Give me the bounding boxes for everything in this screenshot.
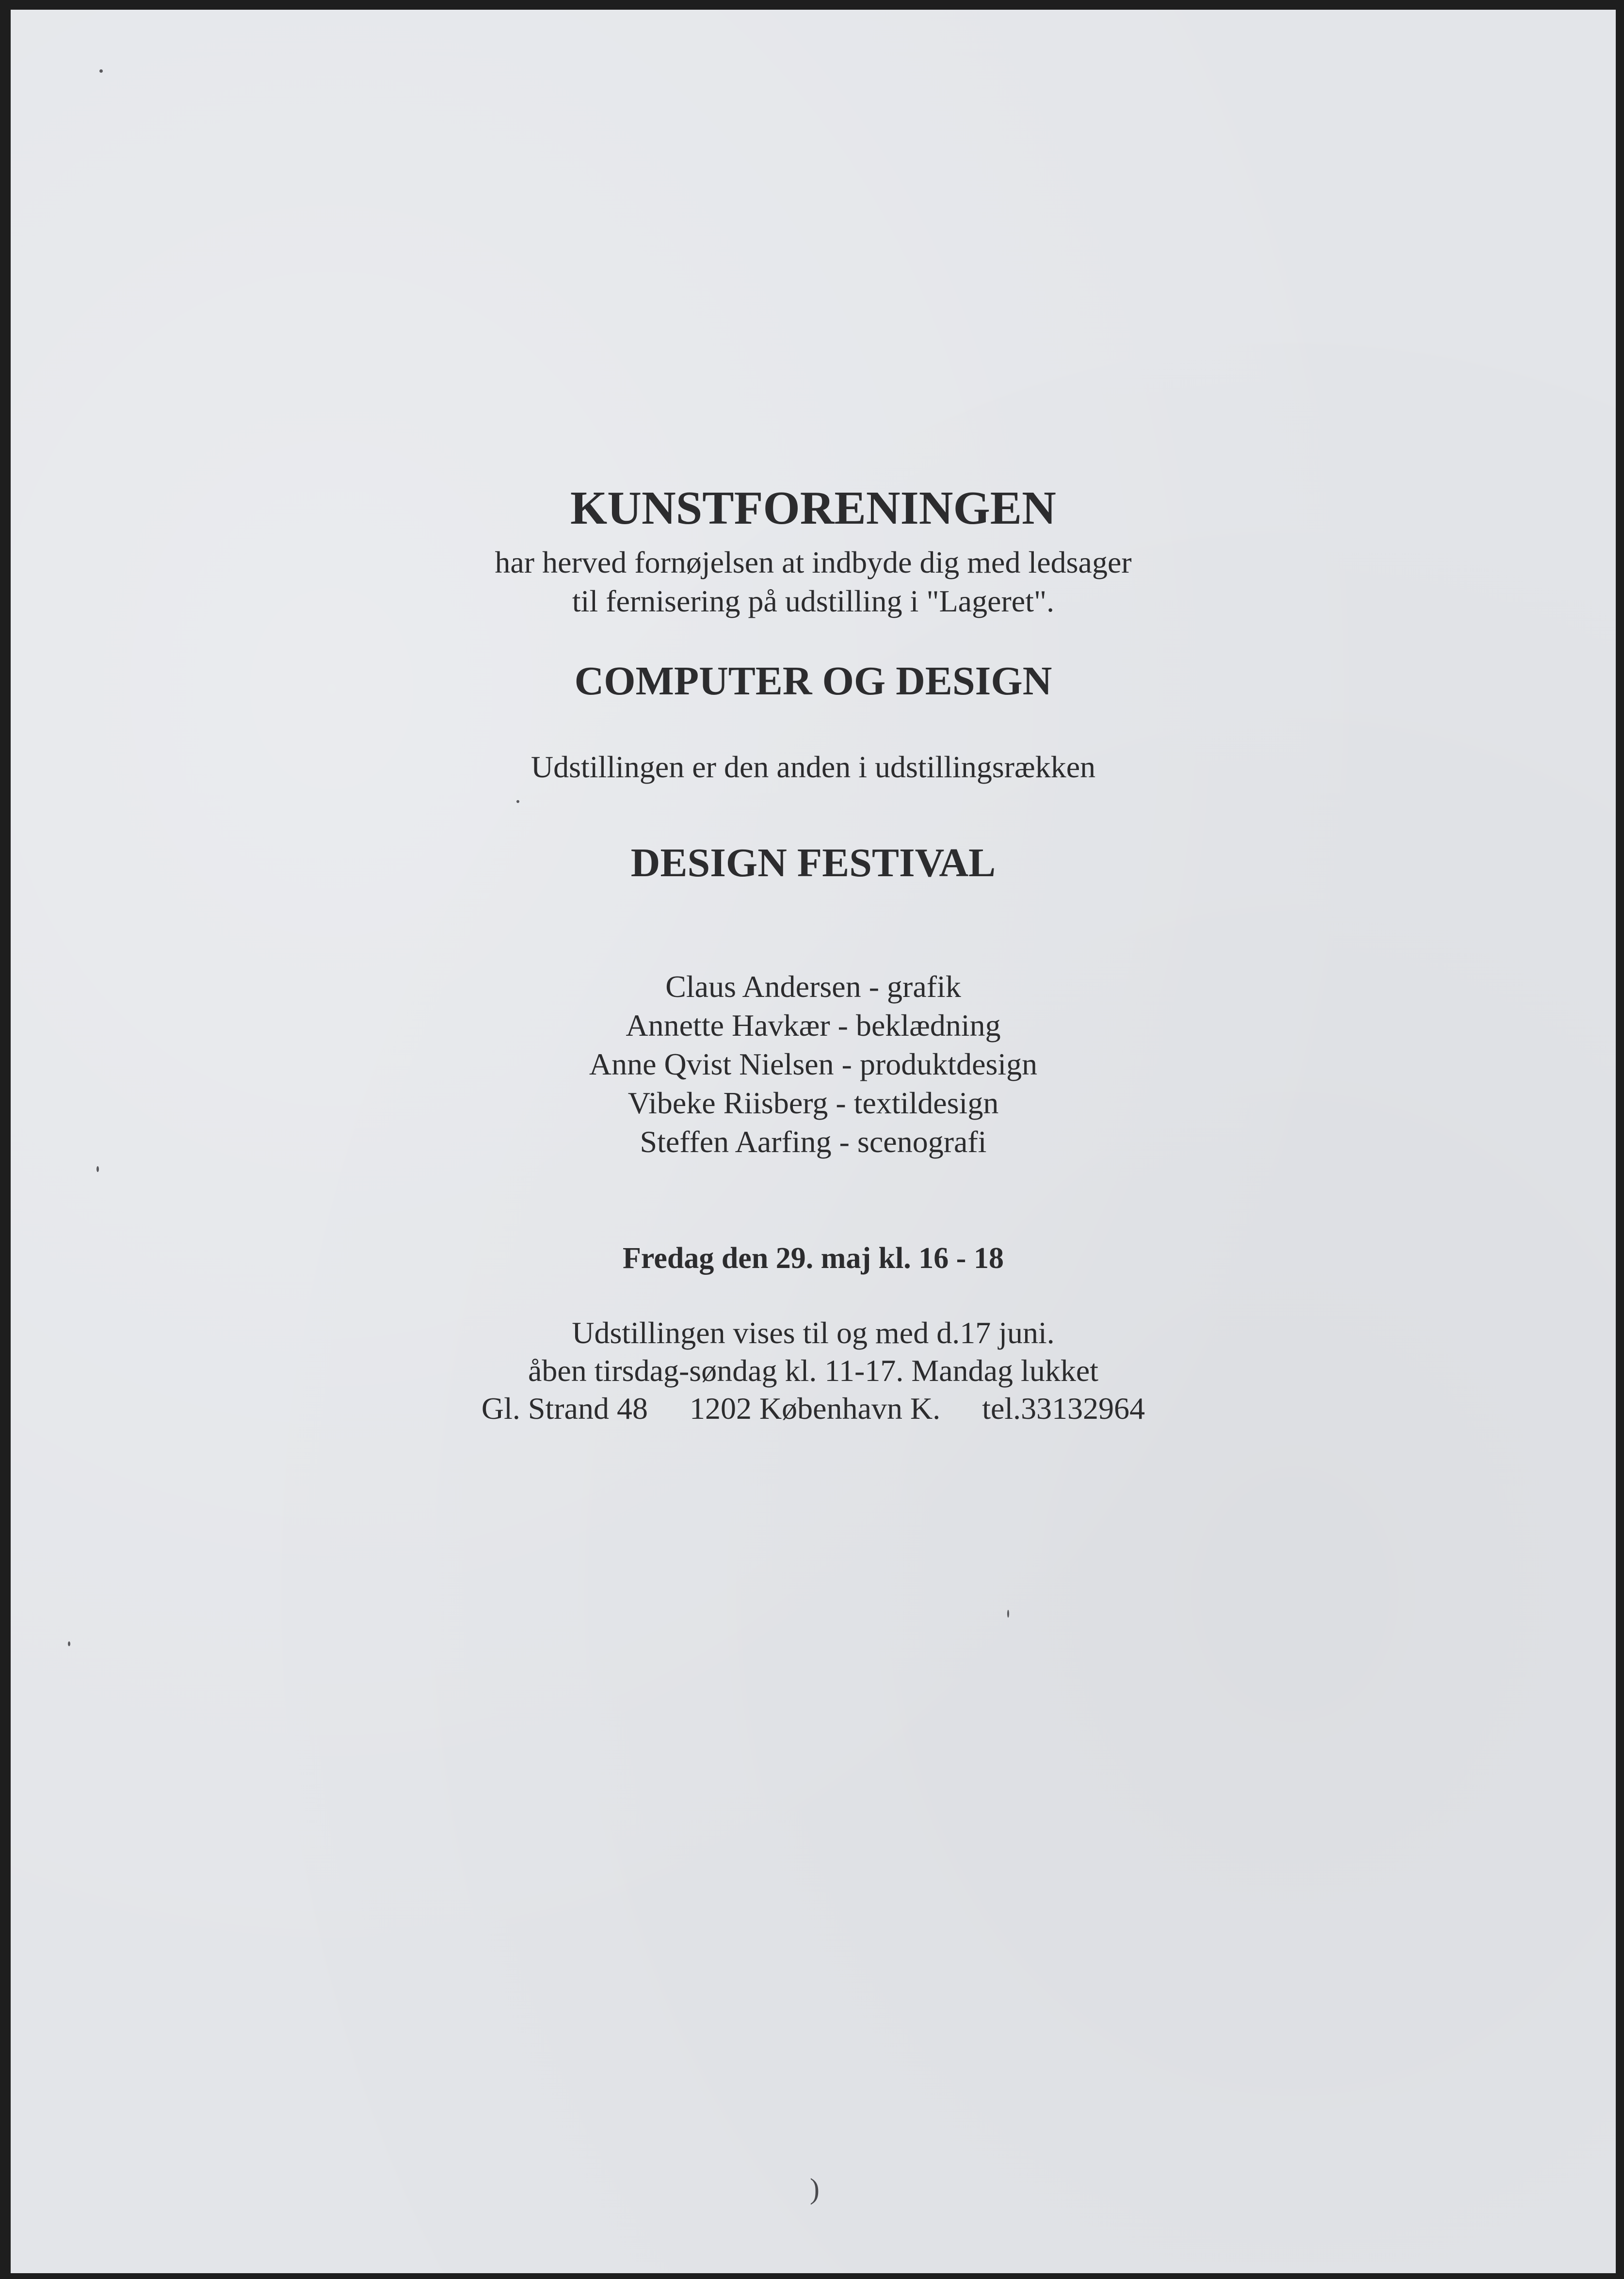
exhibition-info	[11, 1314, 1616, 1390]
artist-list	[11, 967, 1616, 1161]
artist-item: Claus Andersen - grafik	[665, 969, 961, 1004]
info-line-1: Udstillingen vises til og med d.17 juni.	[572, 1316, 1055, 1350]
invitation-line-2: til fernisering på udstilling i "Lageret".	[572, 584, 1055, 618]
artist-item: Steffen Aarfing - scenografi	[640, 1124, 987, 1159]
festival-title: DESIGN FESTIVAL	[630, 840, 996, 885]
exhibition-title: COMPUTER OG DESIGN	[574, 658, 1052, 704]
page-title: KUNSTFORENINGEN	[570, 482, 1056, 534]
paper-speck	[99, 69, 103, 73]
invitation-line-1: har herved fornøjelsen at indbyde dig med ledsager	[495, 545, 1132, 579]
opening-date: Fredag den 29. maj kl. 16 - 18	[623, 1242, 1004, 1275]
info-line-2: åben tirsdag-søndag kl. 11-17. Mandag lukket	[528, 1353, 1099, 1388]
paper-speck	[1007, 1610, 1009, 1618]
artist-item: Vibeke Riisberg - textildesign	[627, 1086, 999, 1120]
artist-item: Annette Havkær - beklædning	[626, 1008, 1001, 1043]
paper-speck	[516, 800, 519, 803]
paper-speck	[96, 1166, 99, 1172]
phone-number: tel.33132964	[982, 1391, 1145, 1426]
footer-mark: )	[810, 2173, 820, 2205]
invitation-text	[11, 543, 1616, 621]
address-line	[11, 1390, 1616, 1428]
series-note: Udstillingen er den anden i udstillingsrækken	[531, 750, 1096, 784]
paper-speck	[68, 1641, 70, 1646]
street-address: Gl. Strand 48	[481, 1391, 648, 1426]
postal-city: 1202 København K.	[689, 1391, 941, 1426]
document-page	[11, 10, 1616, 2273]
artist-item: Anne Qvist Nielsen - produktdesign	[589, 1047, 1038, 1081]
